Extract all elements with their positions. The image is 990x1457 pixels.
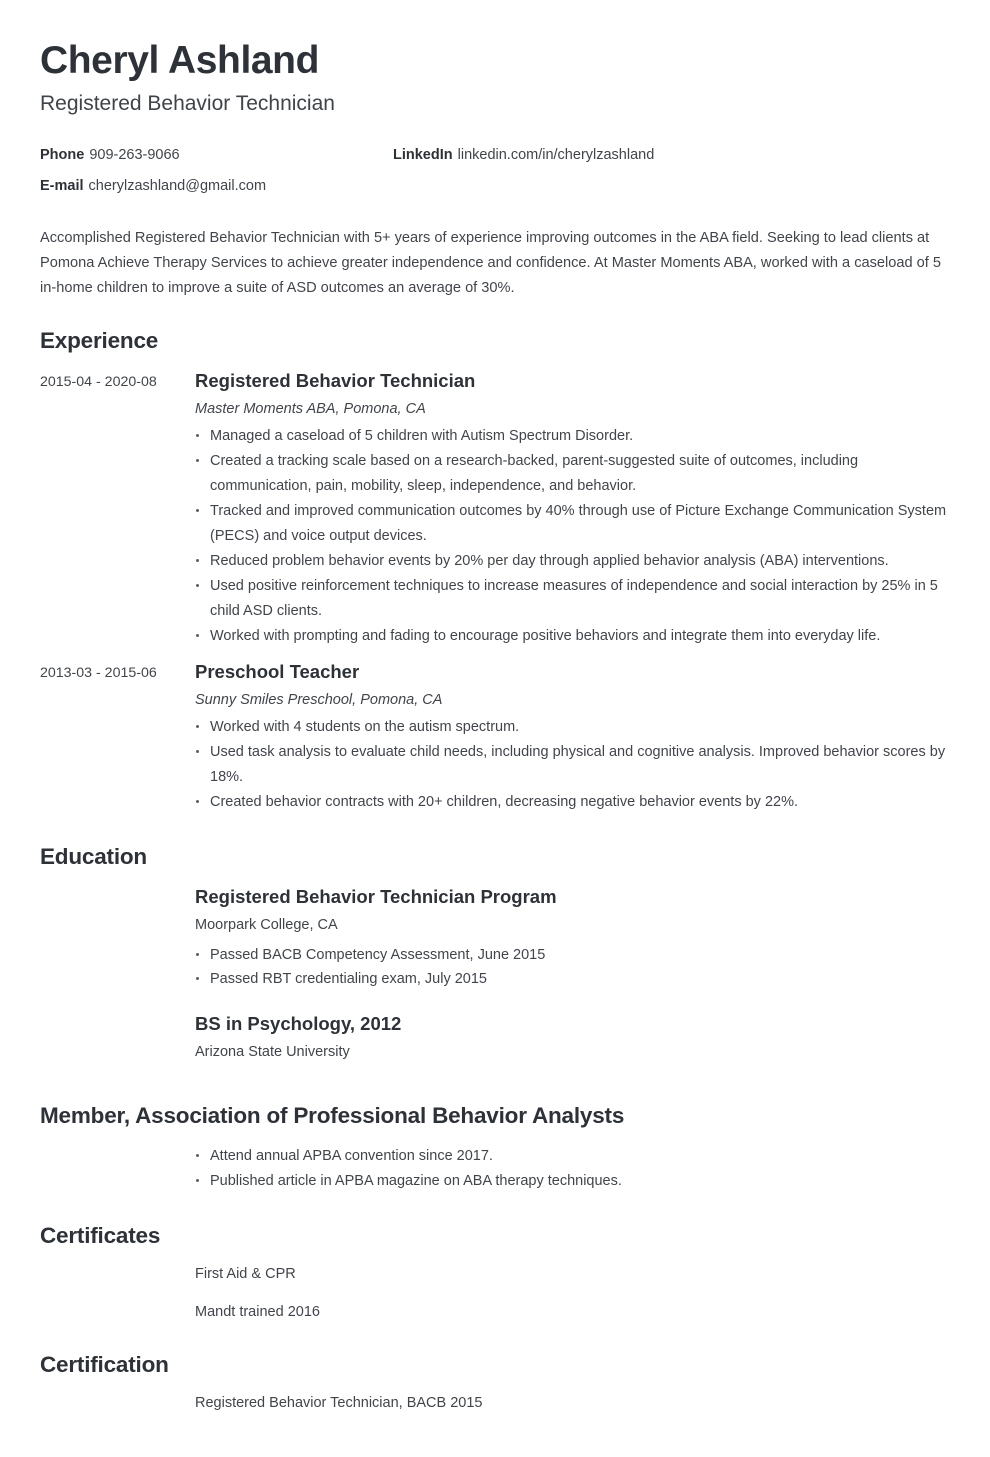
contact-details [40, 146, 950, 196]
entry-title: Preschool Teacher [195, 661, 360, 683]
contact-linkedin [365, 146, 950, 165]
entry-body [195, 1012, 950, 1070]
list-item: Mandt trained 2016 [195, 1304, 320, 1321]
phone-value: 909-263-9066 [89, 147, 180, 164]
entry-body [195, 885, 950, 992]
list-item: Registered Behavior Technician, BACB 2015 [195, 1394, 483, 1411]
entry-body [195, 1144, 950, 1194]
entry-body [195, 660, 950, 814]
education-heading: Education [40, 843, 147, 869]
entry-body [195, 1264, 950, 1323]
entry-title: Registered Behavior Technician [195, 370, 476, 392]
certificates-heading: Certificates [40, 1223, 161, 1249]
entry-bullet-list [195, 715, 950, 815]
entry-dates [40, 1393, 195, 1396]
entry-bullet-list [195, 943, 950, 993]
entry-bullet-list [195, 1144, 950, 1194]
entry-dates [40, 885, 195, 888]
entry-subtitle: Master Moments ABA, Pomona, CA [195, 401, 426, 418]
certification-entry [40, 1393, 950, 1413]
entry-dates [40, 1012, 195, 1015]
list-item: Created behavior contracts with 20+ children, decreasing negative behavior events by 22%. [195, 790, 950, 815]
list-item: Worked with prompting and fading to encourage positive behaviors and integrate them into everyday life. [195, 624, 950, 649]
education-entry [40, 885, 950, 992]
entry-bullet-list [195, 424, 950, 648]
list-item: Reduced problem behavior events by 20% per day through applied behavior analysis (ABA) interventions. [195, 549, 950, 574]
entry-dates [40, 1264, 195, 1267]
list-item: Used positive reinforcement techniques to increase measures of independence and social interaction by 25% in 5 child ASD clients. [195, 574, 950, 624]
email-label: E-mail [40, 178, 84, 195]
certification-heading: Certification [40, 1351, 169, 1377]
entry-body [195, 369, 950, 648]
list-item: Published article in APBA magazine on ABA therapy techniques. [195, 1169, 950, 1194]
entry-dates: 2015-04 - 2020-08 [40, 374, 157, 391]
experience-section [40, 327, 950, 815]
entry-subtitle: Sunny Smiles Preschool, Pomona, CA [195, 692, 443, 709]
list-item: Passed RBT credentialing exam, July 2015 [195, 967, 950, 992]
phone-label: Phone [40, 147, 85, 164]
education-entry [40, 1012, 950, 1070]
list-item: Created a tracking scale based on a research-backed, parent-suggested suite of outcomes, including communication, pain, mobility, sleep, independence, and behavior. [195, 449, 950, 499]
membership-section [40, 1102, 950, 1194]
linkedin-value[interactable]: linkedin.com/in/cherylzashland [457, 147, 655, 164]
resume-header [40, 40, 950, 116]
candidate-job-title: Registered Behavior Technician [40, 92, 335, 116]
entry-dates: 2013-03 - 2015-06 [40, 665, 157, 682]
education-section [40, 843, 950, 1070]
entry-title: BS in Psychology, 2012 [195, 1013, 402, 1035]
list-item: Managed a caseload of 5 children with Autism Spectrum Disorder. [195, 424, 950, 449]
email-value[interactable]: cherylzashland@gmail.com [88, 178, 267, 195]
certificates-entry [40, 1264, 950, 1323]
experience-entry [40, 660, 950, 814]
entry-subtitle: Arizona State University [195, 1044, 350, 1061]
certificates-section [40, 1222, 950, 1323]
list-item: Worked with 4 students on the autism spectrum. [195, 715, 950, 740]
professional-summary: Accomplished Registered Behavior Technician with 5+ years of experience improving outcomes in the ABA field. Seeking to lead clients at Pomona Achieve Therapy Services to achieve greater independence and confidence. At Master Moments ABA, worked with a caseload of 5 in-home children to improve a suite of ASD outcomes an average of 30%. [40, 229, 942, 297]
contact-phone [40, 146, 365, 165]
entry-subtitle: Moorpark College, CA [195, 916, 338, 933]
list-item: Used task analysis to evaluate child needs, including physical and cognitive analysis. Improved behavior scores by 18%. [195, 740, 950, 790]
list-item: Tracked and improved communication outcomes by 40% through use of Picture Exchange Communication System (PECS) and voice output devices. [195, 499, 950, 549]
linkedin-label: LinkedIn [393, 147, 453, 164]
list-item: Passed BACB Competency Assessment, June 2015 [195, 943, 950, 968]
membership-entry [40, 1144, 950, 1194]
entry-dates [40, 1144, 195, 1147]
list-item: First Aid & CPR [195, 1266, 296, 1283]
candidate-name: Cheryl Ashland [40, 39, 320, 82]
membership-heading: Member, Association of Professional Behavior Analysts [40, 1103, 625, 1129]
experience-entry [40, 369, 950, 648]
entry-body [195, 1393, 950, 1413]
certification-section [40, 1351, 950, 1413]
entry-title: Registered Behavior Technician Program [195, 885, 557, 907]
list-item: Attend annual APBA convention since 2017. [195, 1144, 950, 1169]
experience-heading: Experience [40, 328, 159, 354]
contact-email [40, 177, 365, 196]
